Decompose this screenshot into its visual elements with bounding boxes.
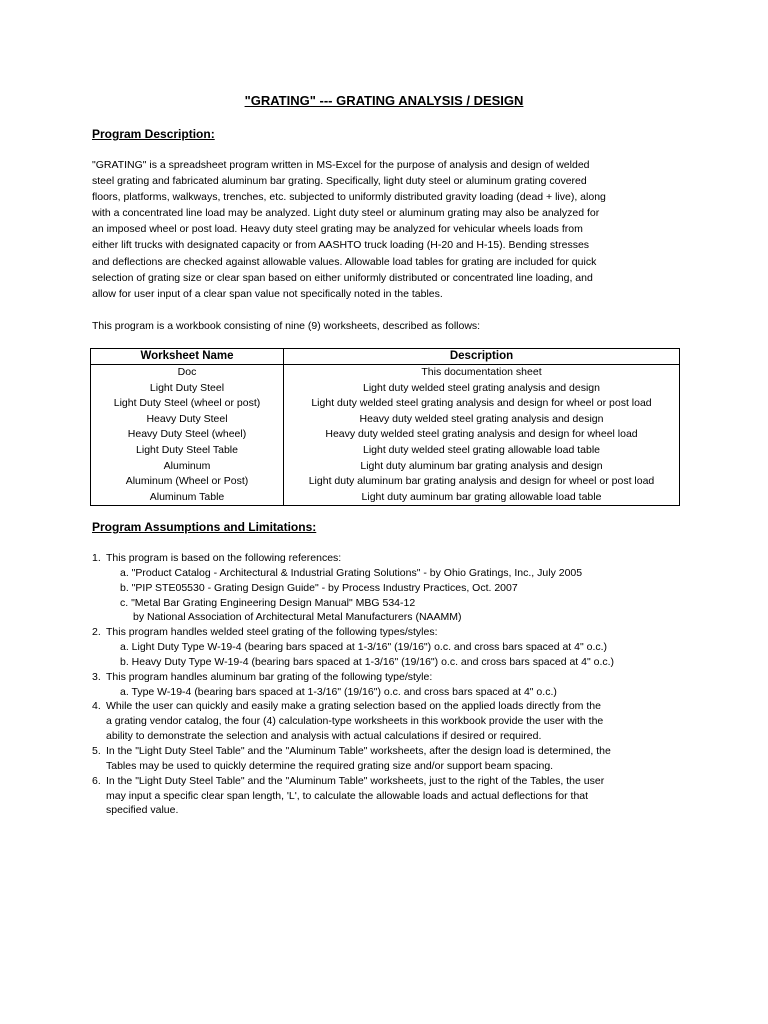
list-item: [92, 640, 692, 655]
list-item-text: This program handles welded steel grating of the following types/styles:: [106, 626, 438, 639]
list-item-text: b. Heavy Duty Type W-19-4 (bearing bars spaced at 1-3/16" (19/16") o.c. and cross bars spaced at 4" o.c.): [120, 655, 615, 668]
list-item-number: 1.: [92, 552, 101, 564]
list-item-text: Tables may be used to quickly determine the required grating size and/or support beam spacing.: [106, 759, 554, 772]
list-item-text: This program is based on the following references:: [106, 552, 342, 564]
list-item: [92, 625, 692, 640]
list-item: [92, 566, 692, 581]
description-cell: Light duty welded steel grating allowable load table: [284, 443, 680, 459]
document-title: "GRATING" --- GRATING ANALYSIS / DESIGN: [244, 93, 524, 108]
table-row: [91, 396, 680, 412]
paragraph-line: an imposed wheel or post load. Heavy duty steel grating may be analyzed for vehicular wheels loads from: [92, 223, 583, 236]
list-item: [92, 714, 692, 729]
paragraph-line: "GRATING" is a spreadsheet program written in MS-Excel for the purpose of analysis and design of welded: [92, 159, 590, 171]
worksheet-name-cell: Aluminum (Wheel or Post): [91, 474, 284, 490]
list-item-text: a grating vendor catalog, the four (4) calculation-type worksheets in this workbook provide the user with the: [106, 715, 604, 728]
workbook-intro: [92, 318, 692, 334]
list-item-text: c. "Metal Bar Grating Engineering Design Manual" MBG 534-12: [120, 596, 416, 609]
list-item-number: 5.: [92, 744, 101, 757]
list-item-text: In the "Light Duty Steel Table" and the "Aluminum Table" worksheets, just to the right of the Tables, the user: [106, 774, 605, 787]
worksheet-name-cell: Light Duty Steel Table: [91, 443, 284, 459]
list-item-text: In the "Light Duty Steel Table" and the "Aluminum Table" worksheets, after the design load is determined, the: [106, 744, 611, 757]
list-item-text: a. Type W-19-4 (bearing bars spaced at 1-3/16" (19/16") o.c. and cross bars spaced at 4" o.c.): [120, 685, 557, 698]
list-item-text: While the user can quickly and easily make a grating selection based on the applied loads directly from the: [106, 700, 601, 713]
list-item-number: 6.: [92, 774, 101, 787]
list-item-number: 2.: [92, 626, 101, 639]
table-row: [91, 412, 680, 428]
list-item: [92, 699, 692, 714]
table-row: [91, 443, 680, 459]
assumptions-list: [92, 551, 692, 818]
description-cell: Light duty aluminum bar grating analysis and design: [284, 459, 680, 475]
paragraph-line: steel grating and fabricated aluminum bar grating. Specifically, light duty steel or aluminum grating covered: [92, 175, 587, 188]
worksheet-name-cell: Doc: [91, 365, 284, 381]
worksheet-name-cell: Light Duty Steel (wheel or post): [91, 396, 284, 412]
table-row: [91, 381, 680, 397]
paragraph-line: and deflections are checked against allowable values. Allowable load tables for grating are included for quick: [92, 255, 597, 268]
paragraph-line: selection of grating size or clear span based on either uniformly distributed or concentrated line loading, and: [92, 271, 593, 284]
list-item: [92, 759, 692, 774]
paragraph-line: with a concentrated line load may be analyzed. Light duty steel or aluminum grating may also be analyzed for: [92, 207, 600, 220]
description-cell: Light duty aluminum bar grating analysis and design for wheel or post load: [284, 474, 680, 490]
list-item-text: a. Light Duty Type W-19-4 (bearing bars spaced at 1-3/16" (19/16") o.c. and cross bars spaced at 4" o.c.): [120, 641, 608, 654]
worksheet-name-cell: Aluminum: [91, 459, 284, 475]
workbook-intro-text: This program is a workbook consisting of nine (9) worksheets, described as follows:: [92, 320, 481, 332]
paragraph-line: either lift trucks with designated capacity or from AASHTO truck loading (H-20 and H-15). Bending stresses: [92, 239, 590, 252]
list-item: [92, 581, 692, 596]
list-item: [92, 774, 692, 789]
list-item-number: 3.: [92, 670, 101, 683]
description-cell: Light duty auminum bar grating allowable load table: [284, 490, 680, 506]
table-header-row: [91, 349, 680, 365]
list-item-text: b. "PIP STE05530 - Grating Design Guide" - by Process Industry Practices, Oct. 2007: [120, 581, 518, 594]
table-row: [91, 474, 680, 490]
description-cell: Heavy duty welded steel grating analysis and design for wheel load: [284, 427, 680, 443]
description-cell: Heavy duty welded steel grating analysis and design: [284, 412, 680, 428]
list-item-text: may input a specific clear span length, 'L', to calculate the allowable loads and actual deflections for that: [106, 789, 589, 802]
list-item: [92, 744, 692, 759]
list-item-text: a. "Product Catalog - Architectural & Industrial Grating Solutions" - by Ohio Gratings, Inc., July 2005: [120, 566, 583, 579]
list-item: [92, 803, 692, 818]
worksheet-name-cell: Heavy Duty Steel: [91, 412, 284, 428]
list-item-text: by National Association of Architectural Metal Manufacturers (NAAMM): [133, 611, 462, 624]
worksheets-table: [90, 348, 680, 506]
table-row: [91, 365, 680, 381]
paragraph-line: floors, platforms, walkways, trenches, etc. subjected to uniformly distributed gravity loading (dead + live), along: [92, 191, 606, 204]
description-cell: Light duty welded steel grating analysis and design for wheel or post load: [284, 396, 680, 412]
column-header-description: Description: [284, 349, 680, 365]
list-item-text: ability to demonstrate the selection and analysis with actual calculations if desired or required.: [106, 730, 542, 743]
description-cell: Light duty welded steel grating analysis and design: [284, 381, 680, 397]
list-item: [92, 596, 692, 611]
list-item: [92, 551, 692, 566]
table-row: [91, 427, 680, 443]
worksheet-name-cell: Light Duty Steel: [91, 381, 284, 397]
list-item: [92, 670, 692, 685]
assumptions-heading: Program Assumptions and Limitations:: [92, 520, 317, 534]
program-description-paragraph: [92, 157, 692, 302]
list-item: [92, 729, 692, 744]
description-cell: This documentation sheet: [284, 365, 680, 381]
worksheet-name-cell: Aluminum Table: [91, 490, 284, 506]
list-item-number: 4.: [92, 700, 101, 713]
paragraph-line: allow for user input of a clear span value not specifically noted in the tables.: [92, 287, 443, 300]
table-row: [91, 459, 680, 475]
list-item-text: specified value.: [106, 804, 179, 817]
table-row: [91, 490, 680, 506]
list-item-text: This program handles aluminum bar grating of the following type/style:: [106, 670, 433, 683]
program-description-heading: Program Description:: [92, 127, 215, 141]
worksheet-name-cell: Heavy Duty Steel (wheel): [91, 427, 284, 443]
column-header-worksheet-name: Worksheet Name: [91, 349, 284, 365]
list-item: [92, 685, 692, 700]
list-item: [92, 789, 692, 804]
list-item: [92, 610, 692, 625]
list-item: [92, 655, 692, 670]
